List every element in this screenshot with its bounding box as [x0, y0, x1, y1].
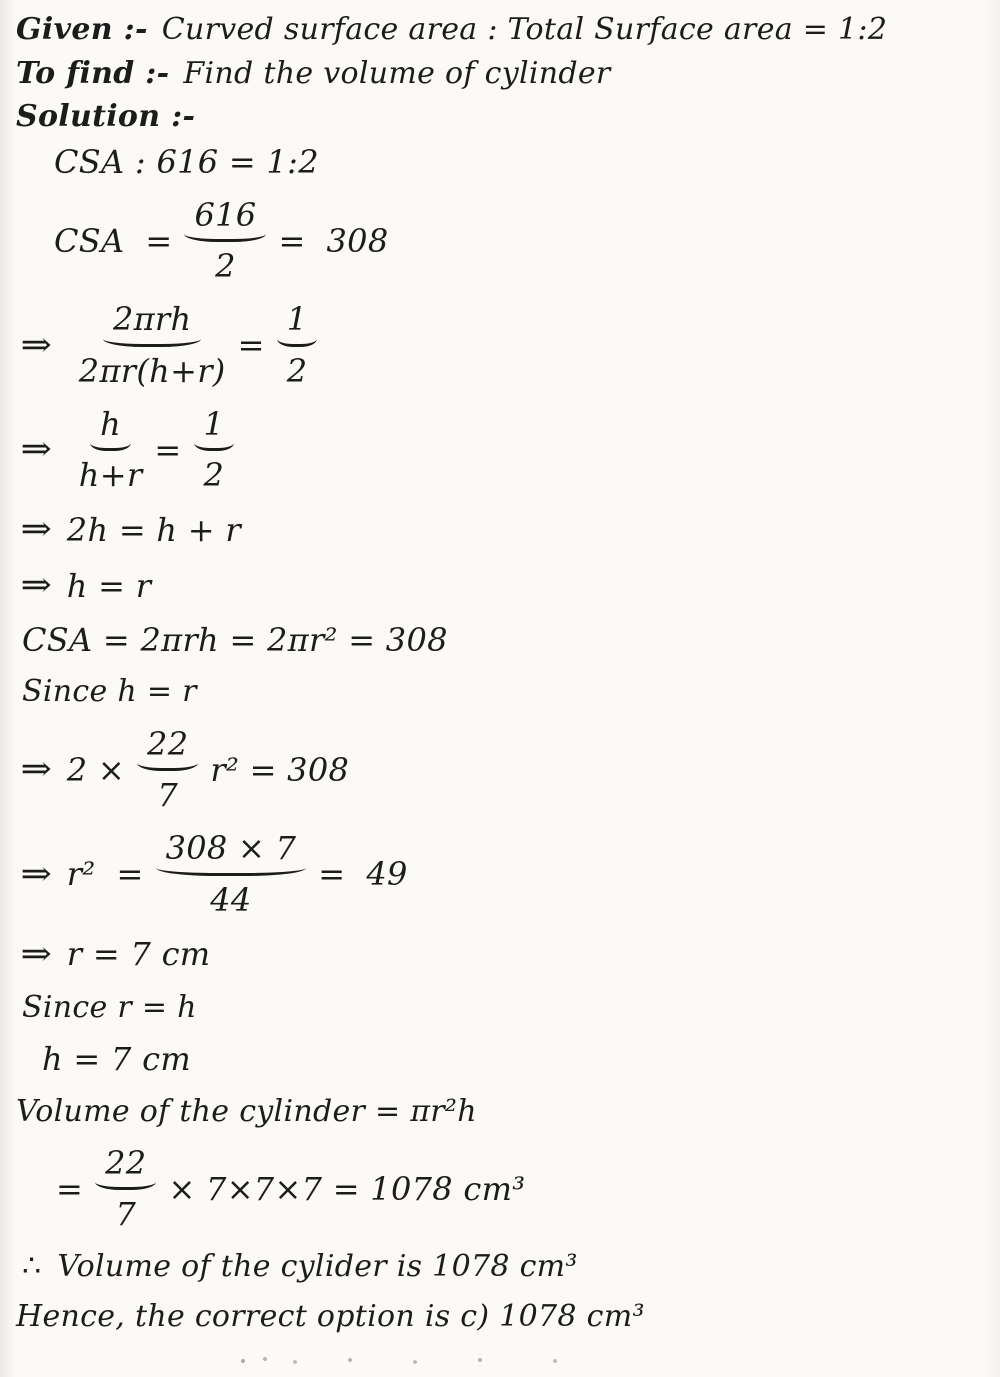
substitution-post: r² = 308: [210, 750, 350, 789]
line-to-find: [16, 54, 982, 94]
csa-value-result: = 308: [278, 221, 389, 260]
fraction-h-over-h-plus-r: [79, 403, 143, 496]
line-solution: [16, 97, 982, 137]
line-conclusion: [16, 1247, 982, 1287]
solution-label: Solution :-: [16, 99, 196, 135]
r-squared-lhs: r² =: [66, 855, 144, 894]
fraction-denominator: h+r: [78, 456, 143, 495]
h-value-text: h = 7 cm: [42, 1040, 191, 1079]
fraction-numerator: 308 × 7: [156, 827, 307, 875]
line-csa-ratio: [16, 141, 982, 183]
line-csa-value: [16, 194, 982, 287]
fraction-numerator: 2πrh: [103, 298, 202, 346]
line-2h-step: [16, 507, 982, 552]
r-squared-result: = 49: [318, 855, 408, 894]
step-2h-text: 2h = h + r: [66, 510, 241, 549]
line-volume-calculation: [16, 1142, 982, 1235]
implies-arrow-icon: ⇒: [20, 509, 53, 550]
r-value-text: r = 7 cm: [66, 935, 211, 974]
fraction-denominator: 2: [215, 247, 236, 286]
given-text: Curved surface area : Total Surface area = 1:2: [161, 12, 888, 47]
fraction-denominator: 7: [157, 776, 179, 815]
line-final-answer: [16, 1297, 982, 1337]
fraction-one-half: [277, 298, 318, 391]
conclusion-text: Volume of the cylider is 1078 cm³: [57, 1248, 578, 1284]
fraction-616-over-2: [184, 194, 266, 287]
substitution-pre: 2 ×: [66, 750, 126, 789]
csa-expanded-text: CSA = 2πrh = 2πr² = 308: [22, 621, 448, 660]
line-csa-expanded: [16, 619, 982, 661]
fraction-numerator: 1: [194, 403, 235, 451]
final-answer-text: Hence, the correct option is c) 1078 cm³: [16, 1299, 645, 1335]
fraction-numerator: h: [90, 403, 131, 451]
implies-arrow-icon: ⇒: [20, 429, 53, 470]
fraction-denominator: 7: [115, 1195, 137, 1234]
fraction-csa-over-tsa: [79, 298, 226, 391]
line-since-r-eq-h: [16, 988, 982, 1028]
therefore-icon: ∴: [22, 1248, 42, 1284]
csa-ratio-text: CSA : 616 = 1:2: [54, 142, 319, 181]
to-find-label: To find :-: [16, 55, 170, 91]
fraction-denominator: 44: [210, 880, 252, 919]
volume-calc-post: × 7×7×7 = 1078 cm³: [168, 1169, 526, 1208]
since-r-text: Since r = h: [22, 989, 197, 1025]
line-h-eq-r-step: [16, 563, 982, 608]
implies-arrow-icon: ⇒: [20, 565, 53, 606]
line-h-value: [16, 1038, 982, 1080]
fraction-one-half: [194, 403, 235, 496]
equals-sign: =: [154, 430, 182, 469]
line-h-fraction-step: [16, 403, 982, 496]
fraction-22-over-7: [137, 723, 198, 816]
fraction-numerator: 22: [137, 723, 198, 771]
equals-sign: =: [237, 326, 265, 365]
fraction-denominator: 2: [286, 351, 308, 390]
line-csa-fraction-step: [16, 298, 982, 391]
step-h-eq-r-text: h = r: [66, 566, 152, 605]
implies-arrow-icon: ⇒: [20, 324, 53, 365]
line-volume-formula: [16, 1092, 982, 1132]
line-r-value: [16, 932, 982, 977]
since-h-text: Since h = r: [22, 674, 197, 710]
volume-formula-text: Volume of the cylinder = πr²h: [16, 1093, 477, 1129]
implies-arrow-icon: ⇒: [20, 749, 53, 790]
fraction-numerator: 1: [277, 298, 318, 346]
line-given: [16, 10, 982, 50]
fraction-308x7-over-44: [156, 827, 307, 920]
equals-sign: =: [56, 1169, 84, 1208]
line-since-h-eq-r: [16, 672, 982, 712]
fraction-numerator: 22: [95, 1142, 156, 1190]
to-find-text: Find the volume of cylinder: [183, 55, 611, 91]
line-substitution: [16, 723, 982, 816]
pencil-smudge-marks: [235, 1357, 565, 1365]
implies-arrow-icon: ⇒: [20, 933, 53, 974]
fraction-22-over-7: [95, 1142, 156, 1235]
implies-arrow-icon: ⇒: [20, 853, 53, 894]
given-label: Given :-: [16, 12, 148, 47]
line-r-squared: [16, 827, 982, 920]
csa-value-lhs: CSA =: [54, 221, 173, 260]
fraction-denominator: 2: [203, 456, 225, 495]
fraction-denominator: 2πr(h+r): [78, 351, 226, 390]
fraction-numerator: 616: [184, 194, 266, 242]
